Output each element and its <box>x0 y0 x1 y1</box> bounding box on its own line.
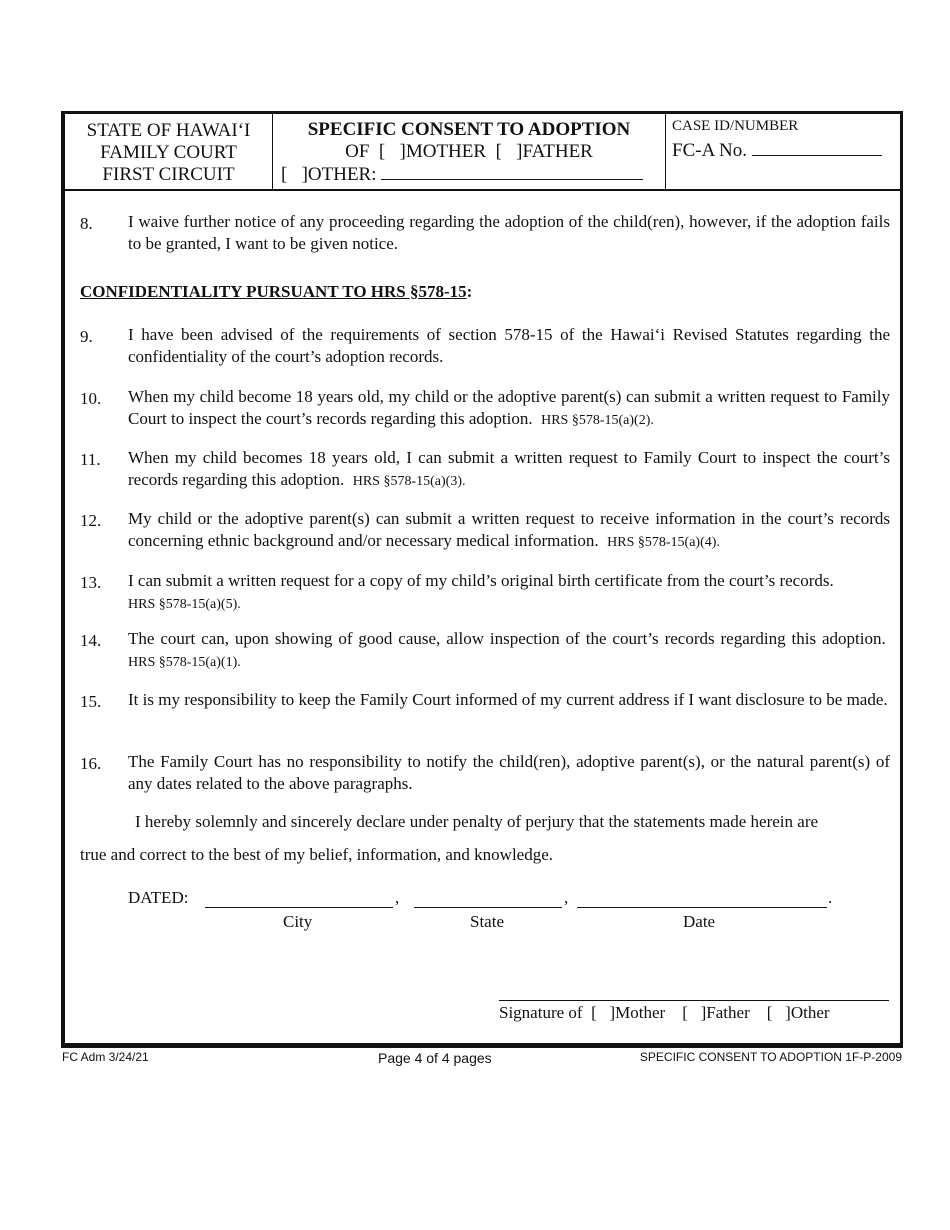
city-caption: City <box>283 912 313 931</box>
statute-citation: HRS §578-15(a)(4). <box>607 534 720 550</box>
date-caption: Date <box>683 912 716 931</box>
statute-citation: HRS §578-15(a)(2). <box>541 412 654 428</box>
case-id-label: CASE ID/NUMBER <box>672 118 799 134</box>
comma: , <box>395 888 400 907</box>
list-item <box>80 324 890 367</box>
item-text: It is my responsibility to keep the Family Court informed of my current address if I want disclosure to be made. <box>128 690 888 709</box>
dated-label: DATED: <box>128 888 189 907</box>
other-input[interactable] <box>381 162 643 180</box>
declaration-line-2: true and correct to the best of my belief, information, and knowledge. <box>80 845 554 864</box>
sig-father-label: ]Father <box>700 1003 750 1022</box>
item-text: I can submit a written request for a copy of my child’s original birth certificate from the court’s records. HRS §578-15(a)(5). <box>128 571 834 612</box>
title-block <box>273 114 666 189</box>
statute-citation: HRS §578-15(a)(5). <box>128 596 241 612</box>
other-row <box>273 162 665 186</box>
party-selector <box>273 141 665 163</box>
of-label: OF <box>345 140 370 162</box>
case-block <box>666 114 900 189</box>
list-item <box>80 211 890 254</box>
signature-prefix: Signature of <box>499 1003 583 1022</box>
item-number: 13. <box>80 573 102 592</box>
list-item <box>80 386 890 431</box>
item-number: 16. <box>80 754 102 773</box>
item-text: I have been advised of the requirements of section 578-15 of the Hawai‘i Revised Statutes regarding the confidentiality of the court’s adoption records. <box>128 325 890 366</box>
court-block <box>65 114 273 189</box>
list-item <box>80 628 890 673</box>
confidentiality-heading: CONFIDENTIALITY PURSUANT TO HRS §578-15: <box>80 282 473 301</box>
court-circuit: FIRST CIRCUIT <box>102 164 235 185</box>
case-number-input[interactable] <box>752 138 882 156</box>
court-name: FAMILY COURT <box>100 142 237 163</box>
fca-row <box>672 138 900 162</box>
sig-other-checkbox[interactable]: [ <box>766 1003 773 1022</box>
signature-line[interactable] <box>499 1000 889 1001</box>
sig-father-checkbox[interactable]: [ <box>682 1003 688 1022</box>
city-input[interactable] <box>205 888 393 908</box>
mother-label: ]MOTHER <box>399 140 487 162</box>
date-input[interactable] <box>577 888 827 908</box>
item-number: 15. <box>80 692 102 711</box>
list-item <box>80 751 890 794</box>
list-item <box>80 508 890 553</box>
statute-citation: HRS §578-15(a)(1). <box>128 654 241 670</box>
sig-mother-label: ]Mother <box>609 1003 666 1022</box>
father-checkbox[interactable]: [ <box>495 140 502 162</box>
item-number: 10. <box>80 389 102 408</box>
fca-label: FC-A No. <box>672 140 747 161</box>
form-title: SPECIFIC CONSENT TO ADOPTION <box>307 119 631 140</box>
sig-mother-checkbox[interactable]: [ <box>591 1003 597 1022</box>
item-text: When my child becomes 18 years old, I can submit a written request to Family Court to inspect the court’s records regarding this adoption. HRS §578-15(a)(3). <box>128 448 890 489</box>
item-number: 14. <box>80 631 102 650</box>
footer-form-code: FC Adm 3/24/21 <box>62 1050 149 1064</box>
signature-caption <box>499 1003 830 1023</box>
state-input[interactable] <box>414 888 562 908</box>
other-checkbox[interactable]: [ <box>281 164 288 185</box>
period: . <box>828 888 833 907</box>
father-label: ]FATHER <box>516 140 593 162</box>
item-text: The Family Court has no responsibility to notify the child(ren), adoptive parent(s), or the natural parent(s) of any dates related to the above paragraphs. <box>128 752 890 793</box>
consent-form <box>61 111 903 1048</box>
other-label: ]OTHER: <box>301 164 377 185</box>
item-number: 12. <box>80 511 102 530</box>
item-text: When my child become 18 years old, my child or the adoptive parent(s) can submit a written request to Family Court to inspect the court’s records regarding this adoption. HRS §578-15(a)(2). <box>128 387 890 428</box>
list-item <box>80 570 890 615</box>
item-text: The court can, upon showing of good cause, allow inspection of the court’s records regarding this adoption. HRS §578-15(a)(1). <box>128 629 886 670</box>
item-text: I waive further notice of any proceeding regarding the adoption of the child(ren), however, if the adoption fails to be granted, I want to be given notice. <box>128 212 890 253</box>
footer-page-number: Page 4 of 4 pages <box>378 1050 492 1066</box>
form-header <box>65 114 900 191</box>
comma: , <box>564 888 569 907</box>
footer-form-title: SPECIFIC CONSENT TO ADOPTION 1F-P-2009 <box>639 1050 902 1064</box>
state-caption: State <box>470 912 504 931</box>
item-text: My child or the adoptive parent(s) can submit a written request to receive information in the court’s records concerning ethnic background and/or necessary medical information. HRS §578-15(a)(4). <box>128 509 890 550</box>
declaration-line-1: I hereby solemnly and sincerely declare under penalty of perjury that the statements made herein are <box>135 812 819 831</box>
list-item <box>80 689 890 711</box>
item-number: 8. <box>80 214 93 233</box>
court-state: STATE OF HAWAI‘I <box>86 120 251 141</box>
list-item <box>80 447 890 492</box>
statute-citation: HRS §578-15(a)(3). <box>352 473 466 489</box>
item-number: 11. <box>80 450 101 469</box>
dated-row <box>128 888 888 948</box>
sig-other-label: ]Other <box>785 1003 830 1022</box>
item-number: 9. <box>80 327 93 346</box>
mother-checkbox[interactable]: [ <box>378 140 386 162</box>
